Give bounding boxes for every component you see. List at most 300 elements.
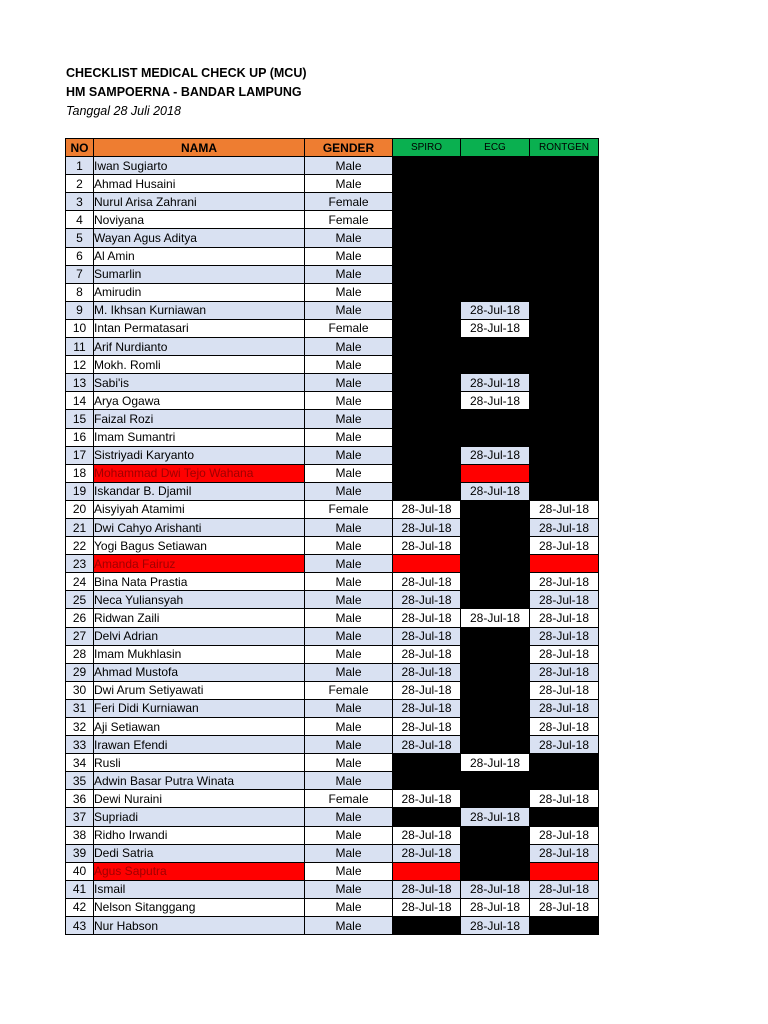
cell-spiro: 28-Jul-18 (393, 681, 461, 699)
table-row (66, 247, 599, 265)
cell-no: 22 (66, 537, 94, 555)
cell-gender: Male (305, 428, 393, 446)
cell-ecg (461, 518, 530, 536)
cell-no: 35 (66, 772, 94, 790)
cell-nama: Bina Nata Prastia (94, 573, 305, 591)
cell-ecg (461, 428, 530, 446)
table-row (66, 880, 599, 898)
table-row (66, 464, 599, 482)
cell-ecg (461, 229, 530, 247)
cell-spiro: 28-Jul-18 (393, 790, 461, 808)
cell-no: 20 (66, 500, 94, 518)
cell-rontgen (530, 808, 599, 826)
cell-spiro (393, 555, 461, 573)
cell-spiro: 28-Jul-18 (393, 627, 461, 645)
cell-spiro (393, 446, 461, 464)
cell-nama: M. Ikhsan Kurniawan (94, 301, 305, 319)
cell-ecg (461, 699, 530, 717)
cell-no: 19 (66, 482, 94, 500)
cell-nama: Sistriyadi Karyanto (94, 446, 305, 464)
table-row (66, 917, 599, 935)
table-row (66, 898, 599, 916)
cell-spiro (393, 265, 461, 283)
cell-ecg (461, 627, 530, 645)
cell-no: 12 (66, 356, 94, 374)
cell-gender: Male (305, 338, 393, 356)
cell-ecg (461, 862, 530, 880)
cell-nama: Aisyiyah Atamimi (94, 500, 305, 518)
cell-ecg (461, 790, 530, 808)
cell-ecg: 28-Jul-18 (461, 917, 530, 935)
cell-gender: Male (305, 229, 393, 247)
cell-ecg (461, 844, 530, 862)
cell-ecg (461, 338, 530, 356)
cell-spiro (393, 356, 461, 374)
cell-ecg (461, 826, 530, 844)
table-row (66, 862, 599, 880)
cell-no: 27 (66, 627, 94, 645)
cell-ecg (461, 591, 530, 609)
cell-ecg (461, 663, 530, 681)
cell-ecg (461, 718, 530, 736)
table-row (66, 446, 599, 464)
cell-gender: Male (305, 392, 393, 410)
cell-gender: Male (305, 301, 393, 319)
cell-spiro: 28-Jul-18 (393, 826, 461, 844)
cell-gender: Male (305, 699, 393, 717)
cell-nama: Adwin Basar Putra Winata (94, 772, 305, 790)
cell-gender: Male (305, 555, 393, 573)
cell-nama: Ahmad Mustofa (94, 663, 305, 681)
cell-rontgen: 28-Jul-18 (530, 663, 599, 681)
cell-no: 14 (66, 392, 94, 410)
cell-spiro (393, 754, 461, 772)
cell-nama: Dewi Nuraini (94, 790, 305, 808)
cell-spiro: 28-Jul-18 (393, 880, 461, 898)
cell-gender: Female (305, 211, 393, 229)
cell-no: 43 (66, 917, 94, 935)
cell-nama: Nurul Arisa Zahrani (94, 193, 305, 211)
cell-rontgen: 28-Jul-18 (530, 591, 599, 609)
table-row (66, 718, 599, 736)
cell-spiro (393, 392, 461, 410)
cell-gender: Female (305, 193, 393, 211)
cell-spiro (393, 428, 461, 446)
cell-spiro (393, 410, 461, 428)
cell-ecg (461, 500, 530, 518)
checklist-table (65, 138, 599, 935)
cell-gender: Male (305, 808, 393, 826)
table-row (66, 175, 599, 193)
cell-rontgen: 28-Jul-18 (530, 500, 599, 518)
cell-rontgen (530, 862, 599, 880)
table-row (66, 663, 599, 681)
cell-rontgen: 28-Jul-18 (530, 537, 599, 555)
cell-gender: Male (305, 356, 393, 374)
cell-spiro (393, 482, 461, 500)
cell-no: 24 (66, 573, 94, 591)
cell-no: 8 (66, 283, 94, 301)
cell-nama: Mokh. Romli (94, 356, 305, 374)
table-row (66, 374, 599, 392)
table-row (66, 591, 599, 609)
cell-nama: Iwan Sugiarto (94, 157, 305, 175)
cell-nama: Imam Mukhlasin (94, 645, 305, 663)
cell-spiro (393, 175, 461, 193)
cell-no: 25 (66, 591, 94, 609)
table-row (66, 844, 599, 862)
header-no: NO (66, 139, 94, 157)
document-date: Tanggal 28 Juli 2018 (66, 104, 181, 118)
cell-rontgen: 28-Jul-18 (530, 736, 599, 754)
cell-spiro: 28-Jul-18 (393, 844, 461, 862)
cell-spiro: 28-Jul-18 (393, 573, 461, 591)
cell-nama: Mohammad Dwi Tejo Wahana (94, 464, 305, 482)
cell-gender: Male (305, 446, 393, 464)
cell-rontgen (530, 319, 599, 337)
cell-rontgen (530, 175, 599, 193)
cell-spiro: 28-Jul-18 (393, 500, 461, 518)
cell-nama: Arif Nurdianto (94, 338, 305, 356)
header-rontgen: RONTGEN (530, 139, 599, 157)
cell-no: 17 (66, 446, 94, 464)
cell-spiro (393, 374, 461, 392)
cell-spiro (393, 193, 461, 211)
table-row (66, 410, 599, 428)
table-row (66, 699, 599, 717)
cell-rontgen: 28-Jul-18 (530, 880, 599, 898)
cell-rontgen (530, 301, 599, 319)
cell-nama: Feri Didi Kurniawan (94, 699, 305, 717)
cell-rontgen: 28-Jul-18 (530, 645, 599, 663)
cell-rontgen (530, 229, 599, 247)
cell-no: 34 (66, 754, 94, 772)
cell-no: 29 (66, 663, 94, 681)
cell-nama: Noviyana (94, 211, 305, 229)
cell-no: 40 (66, 862, 94, 880)
cell-nama: Intan Permatasari (94, 319, 305, 337)
cell-nama: Amirudin (94, 283, 305, 301)
cell-rontgen: 28-Jul-18 (530, 898, 599, 916)
cell-no: 11 (66, 338, 94, 356)
cell-nama: Dedi Satria (94, 844, 305, 862)
cell-rontgen (530, 428, 599, 446)
cell-no: 39 (66, 844, 94, 862)
table-row (66, 283, 599, 301)
cell-gender: Female (305, 681, 393, 699)
cell-no: 13 (66, 374, 94, 392)
cell-gender: Male (305, 175, 393, 193)
cell-nama: Dwi Cahyo Arishanti (94, 518, 305, 536)
header-row (66, 139, 599, 157)
table-row (66, 681, 599, 699)
table-row (66, 772, 599, 790)
cell-nama: Dwi Arum Setiyawati (94, 681, 305, 699)
cell-spiro (393, 319, 461, 337)
cell-rontgen: 28-Jul-18 (530, 573, 599, 591)
cell-gender: Male (305, 609, 393, 627)
cell-spiro (393, 283, 461, 301)
cell-spiro (393, 157, 461, 175)
cell-rontgen: 28-Jul-18 (530, 699, 599, 717)
cell-gender: Male (305, 591, 393, 609)
cell-gender: Male (305, 265, 393, 283)
cell-gender: Male (305, 283, 393, 301)
cell-gender: Female (305, 790, 393, 808)
cell-spiro (393, 211, 461, 229)
cell-no: 7 (66, 265, 94, 283)
cell-spiro (393, 247, 461, 265)
table-row (66, 754, 599, 772)
cell-no: 30 (66, 681, 94, 699)
cell-rontgen: 28-Jul-18 (530, 826, 599, 844)
header-ecg: ECG (461, 139, 530, 157)
cell-nama: Ismail (94, 880, 305, 898)
cell-gender: Male (305, 663, 393, 681)
cell-nama: Neca Yuliansyah (94, 591, 305, 609)
cell-nama: Aji Setiawan (94, 718, 305, 736)
cell-rontgen: 28-Jul-18 (530, 518, 599, 536)
table-row (66, 157, 599, 175)
header-nama: NAMA (94, 139, 305, 157)
cell-nama: Faizal Rozi (94, 410, 305, 428)
cell-no: 16 (66, 428, 94, 446)
cell-nama: Rusli (94, 754, 305, 772)
cell-nama: Ridwan Zaili (94, 609, 305, 627)
cell-spiro (393, 862, 461, 880)
cell-gender: Male (305, 772, 393, 790)
cell-spiro: 28-Jul-18 (393, 736, 461, 754)
cell-spiro (393, 917, 461, 935)
cell-rontgen: 28-Jul-18 (530, 718, 599, 736)
cell-nama: Ahmad Husaini (94, 175, 305, 193)
cell-no: 2 (66, 175, 94, 193)
cell-nama: Nur Habson (94, 917, 305, 935)
cell-ecg (461, 356, 530, 374)
cell-spiro: 28-Jul-18 (393, 663, 461, 681)
cell-ecg: 28-Jul-18 (461, 609, 530, 627)
cell-ecg (461, 157, 530, 175)
cell-no: 5 (66, 229, 94, 247)
table-row (66, 338, 599, 356)
cell-no: 36 (66, 790, 94, 808)
cell-ecg: 28-Jul-18 (461, 754, 530, 772)
cell-no: 10 (66, 319, 94, 337)
document-title: CHECKLIST MEDICAL CHECK UP (MCU) (66, 66, 307, 80)
cell-rontgen (530, 464, 599, 482)
cell-ecg: 28-Jul-18 (461, 898, 530, 916)
table-row (66, 573, 599, 591)
cell-nama: Agus Saputra (94, 862, 305, 880)
cell-ecg (461, 265, 530, 283)
cell-nama: Sumarlin (94, 265, 305, 283)
table-row (66, 500, 599, 518)
cell-ecg (461, 410, 530, 428)
cell-spiro (393, 808, 461, 826)
cell-rontgen (530, 410, 599, 428)
cell-nama: Irawan Efendi (94, 736, 305, 754)
cell-spiro: 28-Jul-18 (393, 591, 461, 609)
cell-no: 32 (66, 718, 94, 736)
cell-no: 18 (66, 464, 94, 482)
cell-no: 4 (66, 211, 94, 229)
cell-ecg: 28-Jul-18 (461, 808, 530, 826)
cell-no: 33 (66, 736, 94, 754)
cell-rontgen (530, 555, 599, 573)
cell-gender: Male (305, 718, 393, 736)
cell-rontgen (530, 283, 599, 301)
cell-gender: Male (305, 518, 393, 536)
table-row (66, 211, 599, 229)
cell-nama: Sabi'is (94, 374, 305, 392)
table-row (66, 319, 599, 337)
cell-ecg (461, 537, 530, 555)
table-row (66, 790, 599, 808)
cell-rontgen (530, 754, 599, 772)
cell-gender: Male (305, 627, 393, 645)
cell-ecg: 28-Jul-18 (461, 446, 530, 464)
cell-nama: Nelson Sitanggang (94, 898, 305, 916)
cell-spiro: 28-Jul-18 (393, 645, 461, 663)
cell-ecg: 28-Jul-18 (461, 482, 530, 500)
cell-nama: Arya Ogawa (94, 392, 305, 410)
cell-spiro: 28-Jul-18 (393, 609, 461, 627)
cell-rontgen (530, 193, 599, 211)
cell-ecg (461, 247, 530, 265)
table-row (66, 482, 599, 500)
cell-no: 3 (66, 193, 94, 211)
cell-nama: Imam Sumantri (94, 428, 305, 446)
cell-rontgen: 28-Jul-18 (530, 790, 599, 808)
cell-gender: Male (305, 247, 393, 265)
cell-gender: Female (305, 500, 393, 518)
cell-ecg: 28-Jul-18 (461, 301, 530, 319)
cell-no: 6 (66, 247, 94, 265)
cell-rontgen (530, 356, 599, 374)
cell-no: 26 (66, 609, 94, 627)
cell-ecg (461, 645, 530, 663)
cell-gender: Male (305, 844, 393, 862)
cell-no: 37 (66, 808, 94, 826)
cell-rontgen (530, 392, 599, 410)
cell-rontgen (530, 157, 599, 175)
cell-nama: Al Amin (94, 247, 305, 265)
cell-ecg (461, 283, 530, 301)
table-row (66, 392, 599, 410)
cell-gender: Male (305, 736, 393, 754)
cell-ecg: 28-Jul-18 (461, 880, 530, 898)
table-row (66, 428, 599, 446)
cell-rontgen: 28-Jul-18 (530, 627, 599, 645)
cell-spiro (393, 301, 461, 319)
cell-spiro: 28-Jul-18 (393, 718, 461, 736)
cell-ecg (461, 772, 530, 790)
cell-gender: Female (305, 319, 393, 337)
cell-rontgen: 28-Jul-18 (530, 844, 599, 862)
table-row (66, 229, 599, 247)
cell-rontgen (530, 446, 599, 464)
cell-ecg (461, 736, 530, 754)
cell-no: 1 (66, 157, 94, 175)
table-row (66, 808, 599, 826)
cell-spiro (393, 464, 461, 482)
header-spiro: SPIRO (393, 139, 461, 157)
cell-nama: Delvi Adrian (94, 627, 305, 645)
cell-gender: Male (305, 374, 393, 392)
table-row (66, 645, 599, 663)
table-row (66, 265, 599, 283)
cell-nama: Ridho Irwandi (94, 826, 305, 844)
cell-no: 31 (66, 699, 94, 717)
cell-ecg: 28-Jul-18 (461, 392, 530, 410)
cell-gender: Male (305, 826, 393, 844)
table-body (66, 157, 599, 935)
cell-spiro (393, 338, 461, 356)
cell-gender: Male (305, 464, 393, 482)
cell-gender: Male (305, 157, 393, 175)
cell-rontgen (530, 338, 599, 356)
cell-gender: Male (305, 482, 393, 500)
cell-rontgen (530, 917, 599, 935)
cell-no: 15 (66, 410, 94, 428)
cell-ecg (461, 175, 530, 193)
cell-gender: Male (305, 645, 393, 663)
cell-ecg (461, 573, 530, 591)
cell-rontgen: 28-Jul-18 (530, 681, 599, 699)
cell-nama: Yogi Bagus Setiawan (94, 537, 305, 555)
cell-ecg (461, 464, 530, 482)
cell-nama: Supriadi (94, 808, 305, 826)
cell-spiro: 28-Jul-18 (393, 699, 461, 717)
table-row (66, 555, 599, 573)
table-row (66, 193, 599, 211)
cell-rontgen: 28-Jul-18 (530, 609, 599, 627)
cell-no: 28 (66, 645, 94, 663)
cell-rontgen (530, 265, 599, 283)
cell-ecg (461, 193, 530, 211)
cell-gender: Male (305, 917, 393, 935)
cell-spiro (393, 229, 461, 247)
cell-no: 38 (66, 826, 94, 844)
table-row (66, 627, 599, 645)
cell-ecg (461, 555, 530, 573)
cell-ecg (461, 211, 530, 229)
cell-ecg: 28-Jul-18 (461, 319, 530, 337)
header-gender: GENDER (305, 139, 393, 157)
cell-spiro: 28-Jul-18 (393, 518, 461, 536)
cell-gender: Male (305, 898, 393, 916)
cell-spiro (393, 772, 461, 790)
cell-spiro: 28-Jul-18 (393, 898, 461, 916)
cell-no: 9 (66, 301, 94, 319)
table-row (66, 518, 599, 536)
table-row (66, 609, 599, 627)
cell-gender: Male (305, 880, 393, 898)
cell-rontgen (530, 247, 599, 265)
table-row (66, 826, 599, 844)
cell-rontgen (530, 211, 599, 229)
table-row (66, 537, 599, 555)
cell-no: 23 (66, 555, 94, 573)
cell-gender: Male (305, 410, 393, 428)
cell-spiro: 28-Jul-18 (393, 537, 461, 555)
cell-rontgen (530, 482, 599, 500)
cell-rontgen (530, 374, 599, 392)
cell-nama: Iskandar B. Djamil (94, 482, 305, 500)
table-row (66, 736, 599, 754)
cell-gender: Male (305, 862, 393, 880)
cell-ecg: 28-Jul-18 (461, 374, 530, 392)
